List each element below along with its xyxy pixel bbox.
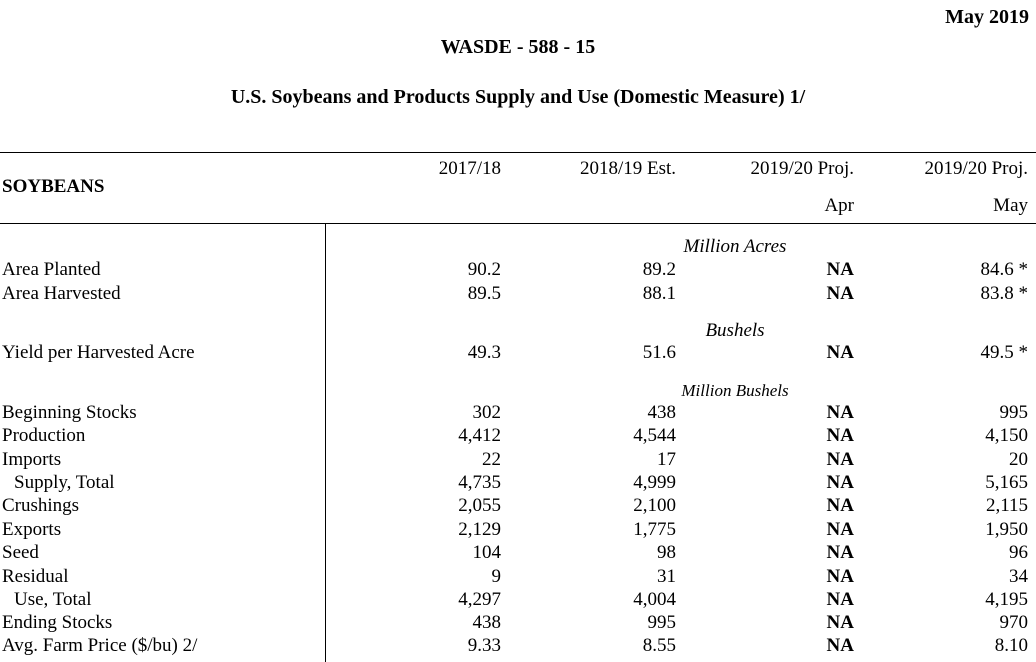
row-label: Use, Total — [14, 589, 92, 610]
row-label: Seed — [2, 542, 39, 563]
table-cell: NA — [826, 259, 854, 280]
table-cell: 8.55 — [642, 635, 676, 656]
table-cell: 4,297 — [458, 589, 501, 610]
row-label: Supply, Total — [14, 472, 115, 493]
table-cell: 5,165 — [985, 472, 1028, 493]
table-cell: 302 — [472, 402, 501, 423]
table-cell: NA — [826, 449, 854, 470]
table-cell: 9.33 — [467, 635, 501, 656]
table-cell: 17 — [657, 449, 676, 470]
report-date: May 2019 — [945, 6, 1029, 28]
table-cell: 995 — [647, 612, 676, 633]
table-cell: 8.10 — [994, 635, 1028, 656]
table-cell: 89.5 — [467, 283, 501, 304]
table-cell: NA — [826, 519, 854, 540]
table-cell: 90.2 — [467, 259, 501, 280]
table-cell: 20 — [1009, 449, 1028, 470]
row-label: Residual — [2, 566, 69, 587]
column-header-2019-20-proj-apr: 2019/20 Proj. — [750, 158, 854, 179]
table-cell: 2,100 — [633, 495, 676, 516]
table-cell: 4,004 — [633, 589, 676, 610]
row-label: Production — [2, 425, 86, 446]
row-label: Ending Stocks — [2, 612, 113, 633]
table-cell: 4,544 — [633, 425, 676, 446]
table-cell: 51.6 — [642, 342, 676, 363]
row-label: Exports — [2, 519, 62, 540]
row-label: Avg. Farm Price ($/bu) 2/ — [2, 635, 198, 656]
table-cell: 9 — [491, 566, 501, 587]
unit-label-million-bushels: Million Bushels — [681, 381, 789, 400]
table-cell: 84.6 * — [980, 259, 1028, 280]
unit-label-bushels: Bushels — [705, 320, 765, 341]
column-subhead-may: May — [993, 195, 1028, 216]
unit-label-million-acres: Million Acres — [683, 236, 787, 257]
table-cell: 4,412 — [458, 425, 501, 446]
table-cell: 31 — [657, 566, 676, 587]
section-label: SOYBEANS — [2, 176, 105, 197]
table-cell: 4,195 — [985, 589, 1028, 610]
table-cell: 2,129 — [458, 519, 501, 540]
table-cell: 438 — [647, 402, 676, 423]
table-cell: NA — [826, 589, 854, 610]
report-title: U.S. Soybeans and Products Supply and Use (Domestic Measure) 1/ — [230, 86, 806, 108]
table-cell: 2,115 — [985, 495, 1028, 516]
table-top-rule — [0, 152, 1036, 153]
row-label: Imports — [2, 449, 62, 470]
table-cell: NA — [826, 542, 854, 563]
table-cell: NA — [826, 425, 854, 446]
table-cell: NA — [826, 566, 854, 587]
table-cell: 49.3 — [467, 342, 501, 363]
row-label: Crushings — [2, 495, 80, 516]
column-header-2019-20-proj-may: 2019/20 Proj. — [924, 158, 1028, 179]
table-cell: 34 — [1009, 566, 1028, 587]
table-cell: 22 — [482, 449, 501, 470]
table-cell: 104 — [472, 542, 501, 563]
table-cell: 83.8 * — [980, 283, 1028, 304]
table-cell: 4,150 — [985, 425, 1028, 446]
table-cell: 1,950 — [985, 519, 1028, 540]
table-cell: NA — [826, 472, 854, 493]
table-header-rule — [0, 223, 1036, 224]
table-vertical-rule — [325, 223, 326, 662]
table-cell: 438 — [472, 612, 501, 633]
table-cell: 4,735 — [458, 472, 501, 493]
table-cell: NA — [826, 612, 854, 633]
row-label: Yield per Harvested Acre — [2, 342, 195, 363]
table-cell: NA — [826, 402, 854, 423]
row-label: Area Planted — [2, 259, 101, 280]
table-cell: 2,055 — [458, 495, 501, 516]
table-cell: 96 — [1009, 542, 1028, 563]
table-cell: 1,775 — [633, 519, 676, 540]
table-cell: 4,999 — [633, 472, 676, 493]
table-cell: 970 — [999, 612, 1028, 633]
row-label: Beginning Stocks — [2, 402, 137, 423]
table-cell: NA — [826, 635, 854, 656]
table-cell: NA — [826, 283, 854, 304]
table-cell: NA — [826, 495, 854, 516]
row-label: Area Harvested — [2, 283, 121, 304]
table-cell: 995 — [999, 402, 1028, 423]
column-header-2018-19-est: 2018/19 Est. — [579, 158, 676, 179]
table-cell: 98 — [657, 542, 676, 563]
report-id: WASDE - 588 - 15 — [440, 36, 596, 58]
table-cell: 89.2 — [642, 259, 676, 280]
column-header-2017-18: 2017/18 — [438, 158, 501, 179]
table-cell: 49.5 * — [980, 342, 1028, 363]
column-subhead-apr: Apr — [824, 195, 854, 216]
table-cell: NA — [826, 342, 854, 363]
table-cell: 88.1 — [642, 283, 676, 304]
